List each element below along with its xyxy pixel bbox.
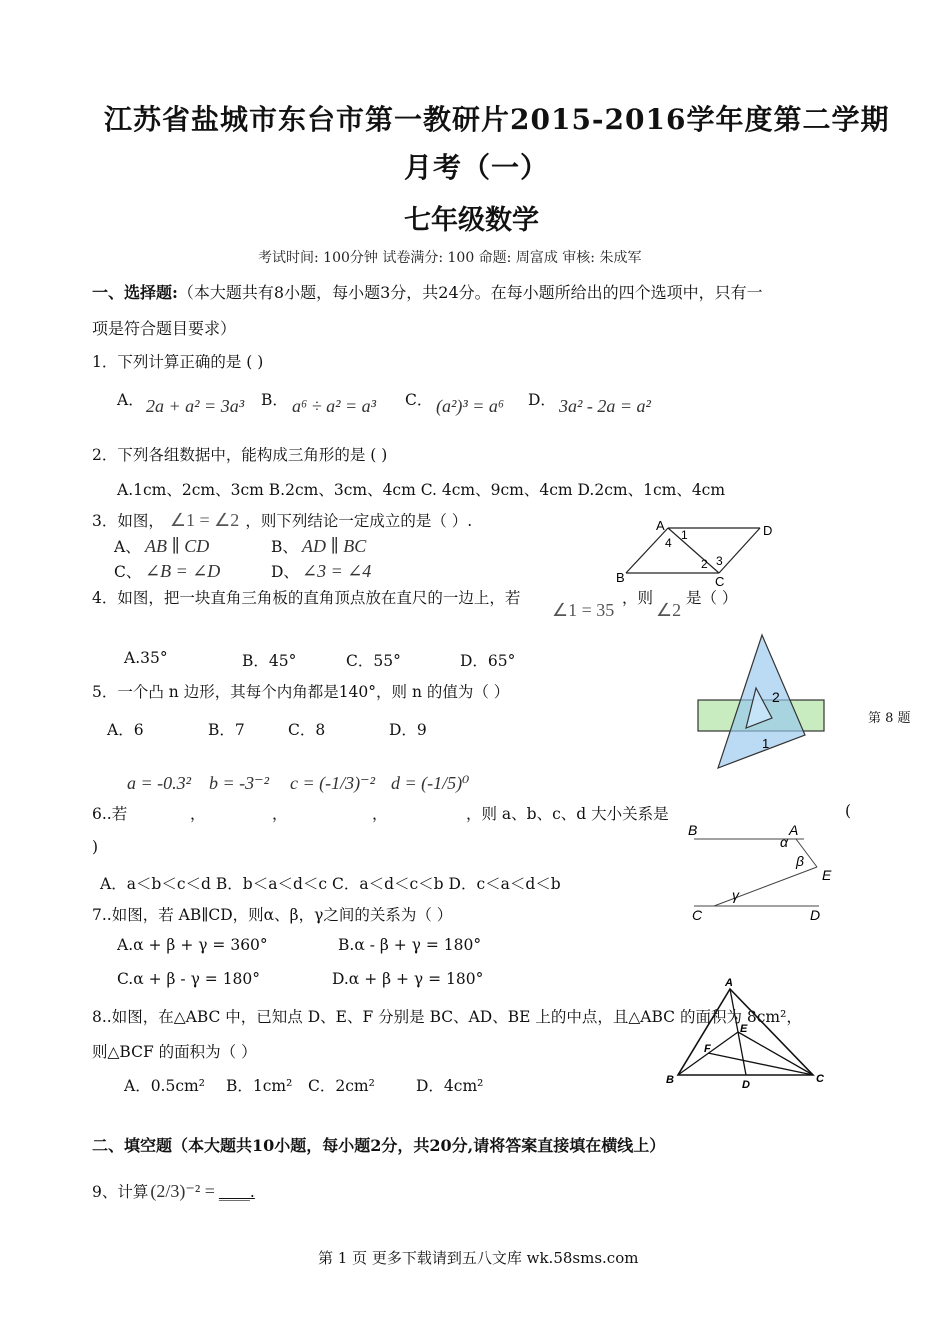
q8-option-a: A．0.5cm²	[124, 1077, 205, 1095]
q6-a-def: a = -0.3²	[127, 773, 192, 793]
q7-stem: 7..如图，若 AB∥CD，则α、β，γ之间的关系为（ ）	[92, 906, 453, 924]
fig3-label-2: 2	[701, 557, 708, 571]
title-line1: 江苏省盐城市东台市第一教研片2015-2016学年度第二学期	[104, 103, 890, 136]
subtitle: 七年级数学	[404, 205, 539, 236]
q4-option-c: C．55°	[346, 652, 401, 670]
fig7-label-alpha: α	[780, 834, 788, 850]
q3-condition: ∠1 = ∠2	[169, 510, 240, 530]
q9-blank: ____.	[218, 1183, 255, 1201]
figure-q4-ruler-triangle	[690, 630, 840, 772]
q8-option-b: B．1cm²	[226, 1077, 293, 1095]
q8-line2: 则△BCF 的面积为（ ）	[92, 1043, 257, 1061]
fig7-label-a: A	[789, 822, 799, 838]
title-line2: 月考（一）	[404, 151, 550, 184]
fig3-label-4: 4	[665, 536, 672, 550]
q5-stem: 5．一个凸 n 边形，其每个内角都是140°，则 n 的值为（ ）	[92, 683, 510, 701]
section1-heading: 一、选择题:	[92, 283, 178, 302]
fig4-label-2: 2	[772, 689, 780, 705]
q6-paren-open: (	[845, 802, 852, 820]
q3-b-label: B、	[271, 538, 298, 556]
q6-b-def: b = -3⁻²	[209, 773, 270, 793]
fig3-label-c: C	[715, 574, 725, 589]
q4-option-d: D．65°	[460, 652, 516, 670]
q7-option-c: C.α + β - γ = 180°	[117, 970, 261, 988]
q4-option-b: B．45°	[242, 652, 297, 670]
fig7-label-gamma: γ	[732, 887, 739, 903]
q4-stem: 4．如图，把一块直角三角板的直角顶点放在直尺的一边上，若	[92, 589, 521, 607]
q3-a-label: A、	[114, 538, 141, 556]
q6-options: A．a＜b＜c＜d B．b＜a＜d＜c C．a＜d＜c＜b D．c＜a＜d＜b	[100, 875, 561, 893]
fig7-label-e: E	[822, 867, 832, 883]
fig4-caption: 第 8 题	[868, 711, 911, 726]
q3-d-expr: ∠3 = ∠4	[302, 561, 372, 581]
q3-a-expr: AB ∥ CD	[145, 536, 210, 556]
q9-stem	[92, 1180, 255, 1202]
section1-line2: 项是符合题目要求）	[92, 319, 237, 338]
q5-option-b: B．7	[208, 721, 245, 739]
fig8-label-b: B	[666, 1074, 674, 1086]
figure-q8-triangle	[660, 975, 835, 1093]
q4-angle: ∠2	[656, 600, 682, 620]
q9-expr: (2/3)⁻² =	[150, 1181, 215, 1201]
fig7-label-d: D	[810, 907, 821, 923]
fig8-label-a: A	[725, 977, 733, 989]
q1-c-expr: (a²)³ = a⁶	[436, 396, 505, 416]
q9-stem-text: 9、计算	[92, 1183, 149, 1201]
q4-option-a: A.35°	[124, 649, 168, 667]
q7-option-d: D.α + β + γ = 180°	[332, 970, 484, 988]
fig3-label-d: D	[763, 523, 773, 538]
fig7-label-c: C	[692, 907, 703, 923]
q1-b-label: B．	[261, 391, 288, 409]
fig8-line-fc	[708, 1053, 813, 1075]
q1-d-label: D．	[528, 391, 556, 409]
page-footer: 第 1 页 更多下载请到五八文库 wk.58sms.com	[318, 1249, 639, 1267]
fig8-label-e: E	[740, 1023, 748, 1035]
q6-c-def: c = (-1/3)⁻²	[290, 773, 376, 793]
q5-option-d: D．9	[389, 721, 427, 739]
fig3-line-ab	[626, 528, 668, 573]
fig7-line-ec	[714, 867, 817, 906]
fig3-line-dc	[719, 528, 760, 573]
figure-q3-parallelogram	[612, 515, 782, 590]
q4-is: 是（ ）	[686, 589, 738, 607]
fig3-label-3: 3	[716, 554, 723, 568]
q3-stem	[92, 509, 472, 531]
q5-option-c: C．8	[288, 721, 326, 739]
q6-paren-close: )	[92, 838, 99, 856]
fig3-line-ac	[668, 528, 719, 573]
fig7-label-beta: β	[796, 853, 804, 869]
section1-desc: （本大题共有8小题，每小题3分，共24分。在每小题所给出的四个选项中，只有一	[177, 283, 763, 302]
q7-option-a: A.α + β + γ = 360°	[117, 936, 268, 954]
q6-comma-3: ，	[372, 805, 388, 823]
q4-condition: ∠1 = 35	[552, 600, 615, 620]
q8-line1: 8..如图，在△ABC 中，已知点 D、E、F 分别是 BC、AD、BE 上的中点，且△ABC 的面积为 8cm²，	[92, 1008, 802, 1026]
fig8-label-d: D	[742, 1079, 750, 1091]
q1-a-label: A．	[117, 391, 144, 409]
fig3-label-a: A	[656, 518, 665, 533]
q3-stem-b: ，则下列结论一定成立的是（ ）.	[245, 512, 473, 530]
q2-stem: 2．下列各组数据中，能构成三角形的是 ( )	[92, 446, 388, 464]
q3-b-expr: AD ∥ BC	[302, 536, 367, 556]
q1-b-expr: a⁶ ÷ a² = a³	[292, 396, 377, 416]
fig7-label-b: B	[688, 822, 698, 838]
q8-option-c: C．2cm²	[308, 1077, 375, 1095]
q6-stem-pre: 6..若	[92, 805, 128, 823]
fig8-label-f: F	[704, 1043, 711, 1055]
section1-line1	[92, 280, 763, 303]
exam-meta: 考试时间: 100分钟 试卷满分: 100 命题: 周富成 审核: 朱成军	[258, 250, 642, 266]
q1-stem: 1．下列计算正确的是 ( )	[92, 353, 264, 371]
q6-stem-post: ，则 a、b、c、d 大小关系是	[466, 805, 669, 823]
fig3-label-1: 1	[681, 528, 688, 542]
q3-c-label: C、	[114, 563, 142, 581]
q1-a-expr: 2a + a² = 3a³	[146, 396, 245, 416]
fig4-label-1: 1	[762, 736, 770, 751]
q6-comma-1: ，	[190, 805, 206, 823]
q1-c-label: C．	[405, 391, 433, 409]
q4-then: ，则	[622, 589, 654, 607]
q2-options: A.1cm、2cm、3cm B.2cm、3cm、4cm C. 4cm、9cm、4cm D.2cm、1cm、4cm	[117, 481, 726, 499]
figure-q7-parallel-lines	[684, 820, 844, 926]
q6-d-def: d = (-1/5)⁰	[391, 773, 470, 793]
q3-d-label: D、	[271, 563, 299, 581]
q6-comma-2: ，	[272, 805, 288, 823]
q3-stem-a: 3．如图，	[92, 512, 164, 530]
q3-c-expr: ∠B = ∠D	[145, 561, 221, 581]
q8-option-d: D．4cm²	[416, 1077, 484, 1095]
q7-option-b: B.α - β + γ = 180°	[338, 936, 482, 954]
fig3-label-b: B	[616, 570, 625, 585]
section2-title: 二、填空题（本大题共10小题，每小题2分，共20分,请将答案直接填在横线上）	[92, 1136, 666, 1155]
fig8-line-ec	[738, 1032, 813, 1075]
q5-option-a: A．6	[107, 721, 144, 739]
fig8-label-c: C	[816, 1073, 824, 1085]
q1-d-expr: 3a² - 2a = a²	[559, 396, 651, 416]
